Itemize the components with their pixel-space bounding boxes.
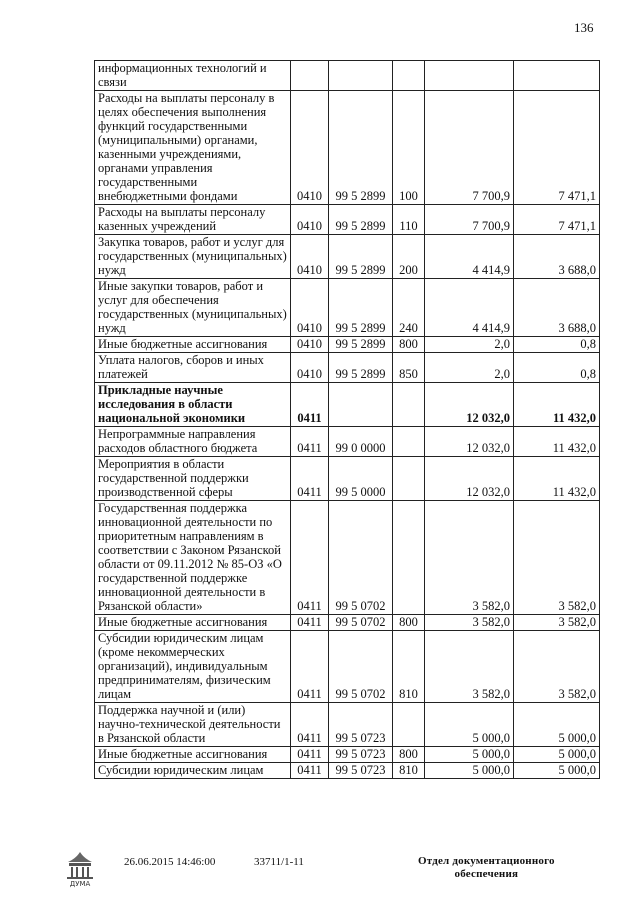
row-name-cell: Расходы на выплаты персоналу в целях обеспечения выполнения функций государственными (муниципальными) органами, казенными учреждениями, органами управления государственными внебюджетными фондами bbox=[95, 91, 291, 205]
row-sum-2016-cell: 4 414,9 bbox=[425, 279, 514, 337]
footer-department bbox=[418, 855, 555, 881]
row-sum-2016-cell: 3 582,0 bbox=[425, 615, 514, 631]
row-expense-type-cell: 110 bbox=[393, 205, 425, 235]
row-sum-2016-cell: 12 032,0 bbox=[425, 457, 514, 501]
table-row bbox=[95, 61, 600, 91]
row-expense-type-cell: 100 bbox=[393, 91, 425, 205]
row-target-article-cell: 99 5 2899 bbox=[329, 91, 393, 205]
row-sum-2016-cell: 5 000,0 bbox=[425, 763, 514, 779]
row-name-cell: Субсидии юридическим лицам bbox=[95, 763, 291, 779]
row-target-article-cell: 99 5 0723 bbox=[329, 703, 393, 747]
row-target-article-cell: 99 5 2899 bbox=[329, 337, 393, 353]
row-name-cell: Поддержка научной и (или) научно-технической деятельности в Рязанской области bbox=[95, 703, 291, 747]
row-expense-type-cell: 800 bbox=[393, 615, 425, 631]
row-name-cell: Непрограммные направления расходов областного бюджета bbox=[95, 427, 291, 457]
row-sum-2016-cell: 5 000,0 bbox=[425, 703, 514, 747]
table-row bbox=[95, 763, 600, 779]
table-row bbox=[95, 703, 600, 747]
row-section-cell: 0410 bbox=[291, 337, 329, 353]
row-sum-2016-cell: 7 700,9 bbox=[425, 205, 514, 235]
row-sum-2016-cell: 2,0 bbox=[425, 353, 514, 383]
row-name-cell: Прикладные научные исследования в области национальной экономики bbox=[95, 383, 291, 427]
row-name-cell: Мероприятия в области государственной поддержки производственной сферы bbox=[95, 457, 291, 501]
row-sum-2017-cell: 5 000,0 bbox=[514, 703, 600, 747]
row-section-cell: 0411 bbox=[291, 703, 329, 747]
row-sum-2017-cell bbox=[514, 61, 600, 91]
row-expense-type-cell: 810 bbox=[393, 631, 425, 703]
row-name-cell: Иные бюджетные ассигнования bbox=[95, 337, 291, 353]
footer-department-line1: Отдел документационного bbox=[418, 855, 555, 867]
row-expense-type-cell bbox=[393, 61, 425, 91]
row-sum-2016-cell: 5 000,0 bbox=[425, 747, 514, 763]
row-sum-2016-cell: 2,0 bbox=[425, 337, 514, 353]
row-name-cell: Иные закупки товаров, работ и услуг для обеспечения государственных (муниципальных) нужд bbox=[95, 279, 291, 337]
table-row bbox=[95, 91, 600, 205]
row-section-cell: 0411 bbox=[291, 501, 329, 615]
row-expense-type-cell bbox=[393, 703, 425, 747]
row-sum-2017-cell: 7 471,1 bbox=[514, 91, 600, 205]
footer-date: 26.06.2015 14:46:00 bbox=[124, 856, 216, 868]
row-section-cell: 0411 bbox=[291, 457, 329, 501]
row-expense-type-cell bbox=[393, 427, 425, 457]
row-sum-2017-cell: 3 582,0 bbox=[514, 501, 600, 615]
row-sum-2017-cell: 11 432,0 bbox=[514, 427, 600, 457]
row-target-article-cell bbox=[329, 383, 393, 427]
table-row bbox=[95, 427, 600, 457]
row-section-cell: 0411 bbox=[291, 747, 329, 763]
row-name-cell: Субсидии юридическим лицам (кроме некоммерческих организаций), индивидуальным предпринимателям, физическим лицам bbox=[95, 631, 291, 703]
row-expense-type-cell: 800 bbox=[393, 747, 425, 763]
table-row bbox=[95, 501, 600, 615]
row-name-cell: Иные бюджетные ассигнования bbox=[95, 615, 291, 631]
row-name-cell: Уплата налогов, сборов и иных платежей bbox=[95, 353, 291, 383]
table-row bbox=[95, 631, 600, 703]
row-sum-2017-cell: 11 432,0 bbox=[514, 457, 600, 501]
row-section-cell: 0410 bbox=[291, 91, 329, 205]
row-sum-2017-cell: 3 688,0 bbox=[514, 235, 600, 279]
row-name-cell: Расходы на выплаты персоналу казенных учреждений bbox=[95, 205, 291, 235]
row-expense-type-cell: 850 bbox=[393, 353, 425, 383]
budget-table bbox=[94, 60, 600, 779]
table-row bbox=[95, 205, 600, 235]
row-section-cell: 0411 bbox=[291, 427, 329, 457]
table-row bbox=[95, 383, 600, 427]
row-sum-2016-cell: 12 032,0 bbox=[425, 383, 514, 427]
row-target-article-cell: 99 5 0702 bbox=[329, 615, 393, 631]
row-sum-2017-cell: 3 582,0 bbox=[514, 631, 600, 703]
row-target-article-cell: 99 5 0702 bbox=[329, 631, 393, 703]
row-expense-type-cell: 200 bbox=[393, 235, 425, 279]
row-sum-2017-cell: 3 582,0 bbox=[514, 615, 600, 631]
row-section-cell: 0410 bbox=[291, 279, 329, 337]
row-target-article-cell: 99 5 2899 bbox=[329, 235, 393, 279]
page-number: 136 bbox=[574, 20, 594, 35]
row-target-article-cell: 99 5 0723 bbox=[329, 747, 393, 763]
row-target-article-cell bbox=[329, 61, 393, 91]
row-sum-2016-cell: 3 582,0 bbox=[425, 631, 514, 703]
row-section-cell: 0410 bbox=[291, 353, 329, 383]
row-target-article-cell: 99 5 0723 bbox=[329, 763, 393, 779]
row-section-cell: 0411 bbox=[291, 615, 329, 631]
row-expense-type-cell: 810 bbox=[393, 763, 425, 779]
row-target-article-cell: 99 5 2899 bbox=[329, 279, 393, 337]
row-sum-2017-cell: 5 000,0 bbox=[514, 747, 600, 763]
row-section-cell: 0410 bbox=[291, 235, 329, 279]
row-expense-type-cell bbox=[393, 457, 425, 501]
row-section-cell: 0411 bbox=[291, 763, 329, 779]
row-sum-2016-cell: 7 700,9 bbox=[425, 91, 514, 205]
row-sum-2017-cell: 11 432,0 bbox=[514, 383, 600, 427]
svg-text:ДУМА: ДУМА bbox=[69, 880, 91, 888]
footer-department-line2: обеспечения bbox=[454, 868, 519, 880]
footer-document-code: 33711/1-11 bbox=[254, 856, 304, 868]
row-sum-2017-cell: 0,8 bbox=[514, 353, 600, 383]
table-row bbox=[95, 353, 600, 383]
duma-logo bbox=[60, 848, 100, 893]
row-sum-2016-cell bbox=[425, 61, 514, 91]
row-section-cell bbox=[291, 61, 329, 91]
row-sum-2017-cell: 5 000,0 bbox=[514, 763, 600, 779]
row-expense-type-cell: 800 bbox=[393, 337, 425, 353]
table-row bbox=[95, 279, 600, 337]
row-name-cell: Закупка товаров, работ и услуг для государственных (муниципальных) нужд bbox=[95, 235, 291, 279]
row-sum-2016-cell: 4 414,9 bbox=[425, 235, 514, 279]
row-sum-2016-cell: 3 582,0 bbox=[425, 501, 514, 615]
row-sum-2017-cell: 7 471,1 bbox=[514, 205, 600, 235]
row-name-cell: Государственная поддержка инновационной деятельности по приоритетным направлениям в соответствии с Законом Рязанской области от 09.11.2012 № 85-ОЗ «О государственной поддержке инновационной деятельности в Рязанской области» bbox=[95, 501, 291, 615]
row-expense-type-cell: 240 bbox=[393, 279, 425, 337]
table-row bbox=[95, 457, 600, 501]
row-expense-type-cell bbox=[393, 383, 425, 427]
row-name-cell: Иные бюджетные ассигнования bbox=[95, 747, 291, 763]
table-row bbox=[95, 615, 600, 631]
row-target-article-cell: 99 0 0000 bbox=[329, 427, 393, 457]
row-sum-2016-cell: 12 032,0 bbox=[425, 427, 514, 457]
row-target-article-cell: 99 5 2899 bbox=[329, 205, 393, 235]
row-target-article-cell: 99 5 2899 bbox=[329, 353, 393, 383]
row-target-article-cell: 99 5 0702 bbox=[329, 501, 393, 615]
row-section-cell: 0411 bbox=[291, 383, 329, 427]
row-expense-type-cell bbox=[393, 501, 425, 615]
row-section-cell: 0410 bbox=[291, 205, 329, 235]
row-target-article-cell: 99 5 0000 bbox=[329, 457, 393, 501]
row-sum-2017-cell: 3 688,0 bbox=[514, 279, 600, 337]
table-row bbox=[95, 337, 600, 353]
row-section-cell: 0411 bbox=[291, 631, 329, 703]
row-sum-2017-cell: 0,8 bbox=[514, 337, 600, 353]
row-name-cell: информационных технологий и связи bbox=[95, 61, 291, 91]
table-row bbox=[95, 235, 600, 279]
table-row bbox=[95, 747, 600, 763]
